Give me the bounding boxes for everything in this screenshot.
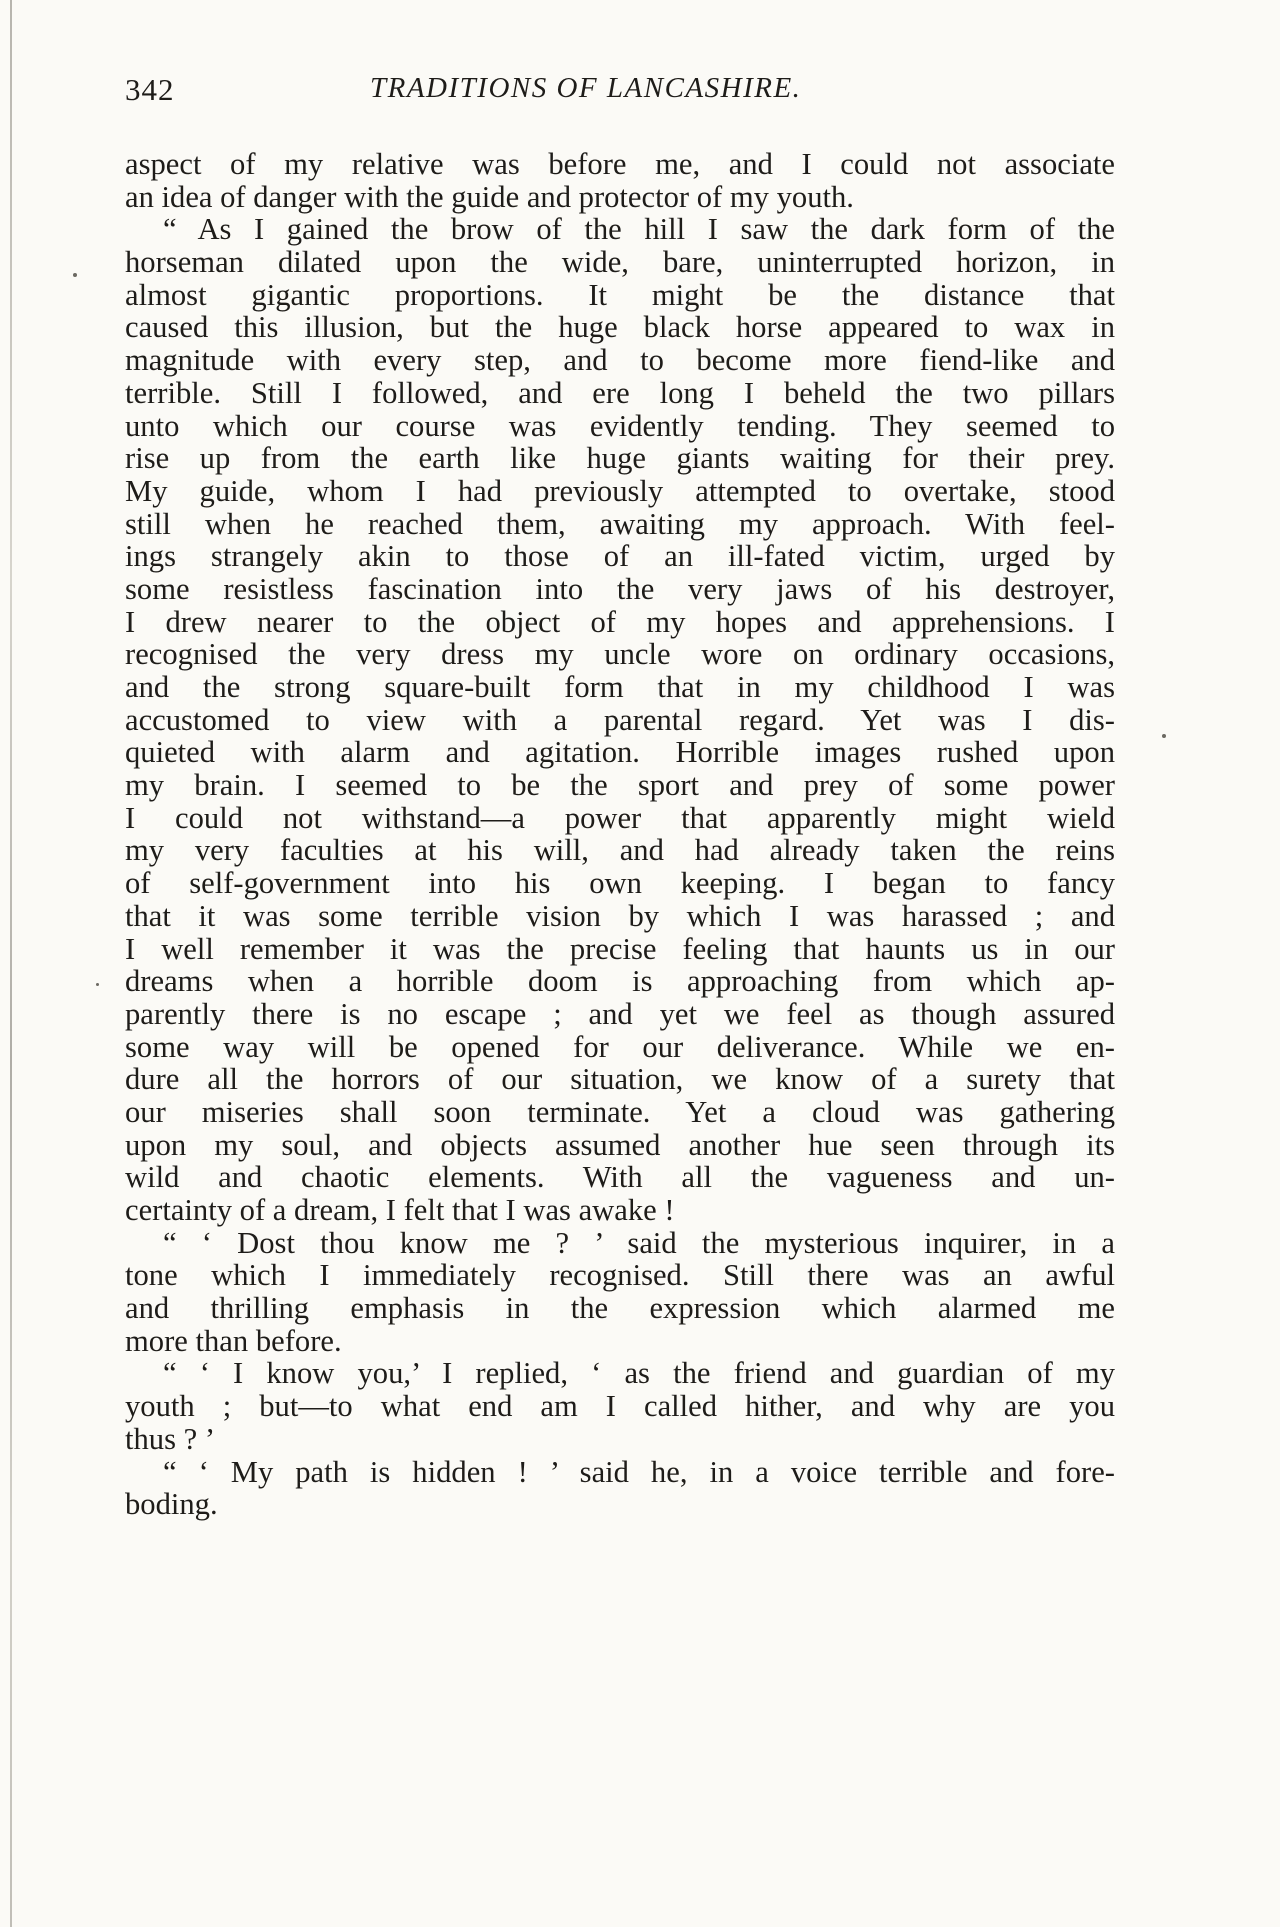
text-line: “ ‘ Dost thou know me ? ’ said the mysterious inquirer, in a: [163, 1225, 1115, 1260]
page-number: 342: [125, 72, 175, 107]
text-line: horseman dilated upon the wide, bare, uninterrupted horizon, in: [125, 245, 1115, 280]
paper-speck: [1162, 734, 1166, 738]
paper-speck: [73, 273, 77, 277]
text-line: my brain. I seemed to be the sport and prey of some power: [125, 768, 1115, 803]
text-line: our miseries shall soon terminate. Yet a cloud was gathering: [125, 1094, 1115, 1129]
text-line: “ ‘ My path is hidden ! ’ said he, in a voice terrible and fore-: [163, 1454, 1115, 1489]
text-line: thus ? ’: [125, 1421, 216, 1456]
text-line: accustomed to view with a parental regard. Yet was I dis-: [125, 702, 1115, 737]
running-title: TRADITIONS OF LANCASHIRE.: [370, 72, 802, 104]
text-line: some resistless fascination into the very jaws of his destroyer,: [125, 571, 1115, 606]
running-head: [125, 68, 1115, 118]
text-line: My guide, whom I had previously attempted to overtake, stood: [125, 473, 1115, 508]
text-line: parently there is no escape ; and yet we feel as though assured: [125, 996, 1115, 1031]
text-line: I could not withstand—a power that apparently might wield: [125, 800, 1115, 835]
text-line: still when he reached them, awaiting my approach. With feel-: [125, 506, 1115, 541]
text-line: aspect of my relative was before me, and I could not associate: [125, 147, 1115, 181]
binding-edge: [10, 0, 12, 1927]
text-line: ings strangely akin to those of an ill-fated victim, urged by: [125, 539, 1115, 574]
text-line: that it was some terrible vision by which I was harassed ; and: [125, 898, 1115, 933]
text-line: tone which I immediately recognised. Still there was an awful: [125, 1258, 1115, 1293]
text-line: unto which our course was evidently tending. They seemed to: [125, 408, 1115, 443]
text-line: wild and chaotic elements. With all the vagueness and un-: [125, 1160, 1115, 1195]
text-line: “ ‘ I know you,’ I replied, ‘ as the friend and guardian of my: [163, 1356, 1115, 1391]
paper-speck: [96, 983, 99, 986]
text-line: some way will be opened for our deliverance. While we en-: [125, 1029, 1115, 1064]
text-line: “ As I gained the brow of the hill I saw the dark form of the: [163, 212, 1115, 247]
text-line: more than before.: [125, 1323, 342, 1358]
text-line: dure all the horrors of our situation, we know of a surety that: [125, 1062, 1115, 1097]
text-line: I well remember it was the precise feeling that haunts us in our: [125, 931, 1115, 966]
text-line: rise up from the earth like huge giants waiting for their prey.: [125, 441, 1115, 476]
text-line: magnitude with every step, and to become more fiend-like and: [125, 343, 1115, 378]
text-line: boding.: [125, 1487, 218, 1522]
text-line: caused this illusion, but the huge black horse appeared to wax in: [125, 310, 1115, 345]
text-line: upon my soul, and objects assumed another hue seen through its: [125, 1127, 1115, 1162]
text-line: dreams when a horrible doom is approaching from which ap-: [125, 964, 1115, 999]
book-page: [125, 68, 1115, 1521]
text-line: and thrilling emphasis in the expression which alarmed me: [125, 1291, 1115, 1326]
text-line: my very faculties at his will, and had already taken the reins: [125, 833, 1115, 868]
text-line: of self-government into his own keeping. I began to fancy: [125, 866, 1115, 901]
text-line: youth ; but—to what end am I called hither, and why are you: [125, 1389, 1115, 1424]
text-line: I drew nearer to the object of my hopes and apprehensions. I: [125, 604, 1115, 639]
text-line: and the strong square-built form that in my childhood I was: [125, 670, 1115, 704]
text-line: almost gigantic proportions. It might be the distance that: [125, 277, 1115, 312]
text-line: recognised the very dress my uncle wore on ordinary occasions,: [125, 637, 1115, 672]
body-text: [125, 148, 1115, 1521]
text-line: an idea of danger with the guide and protector of my youth.: [125, 179, 854, 214]
text-line: terrible. Still I followed, and ere long I beheld the two pillars: [125, 375, 1115, 410]
text-line: quieted with alarm and agitation. Horrible images rushed upon: [125, 735, 1115, 770]
text-line: certainty of a dream, I felt that I was awake !: [125, 1193, 675, 1227]
